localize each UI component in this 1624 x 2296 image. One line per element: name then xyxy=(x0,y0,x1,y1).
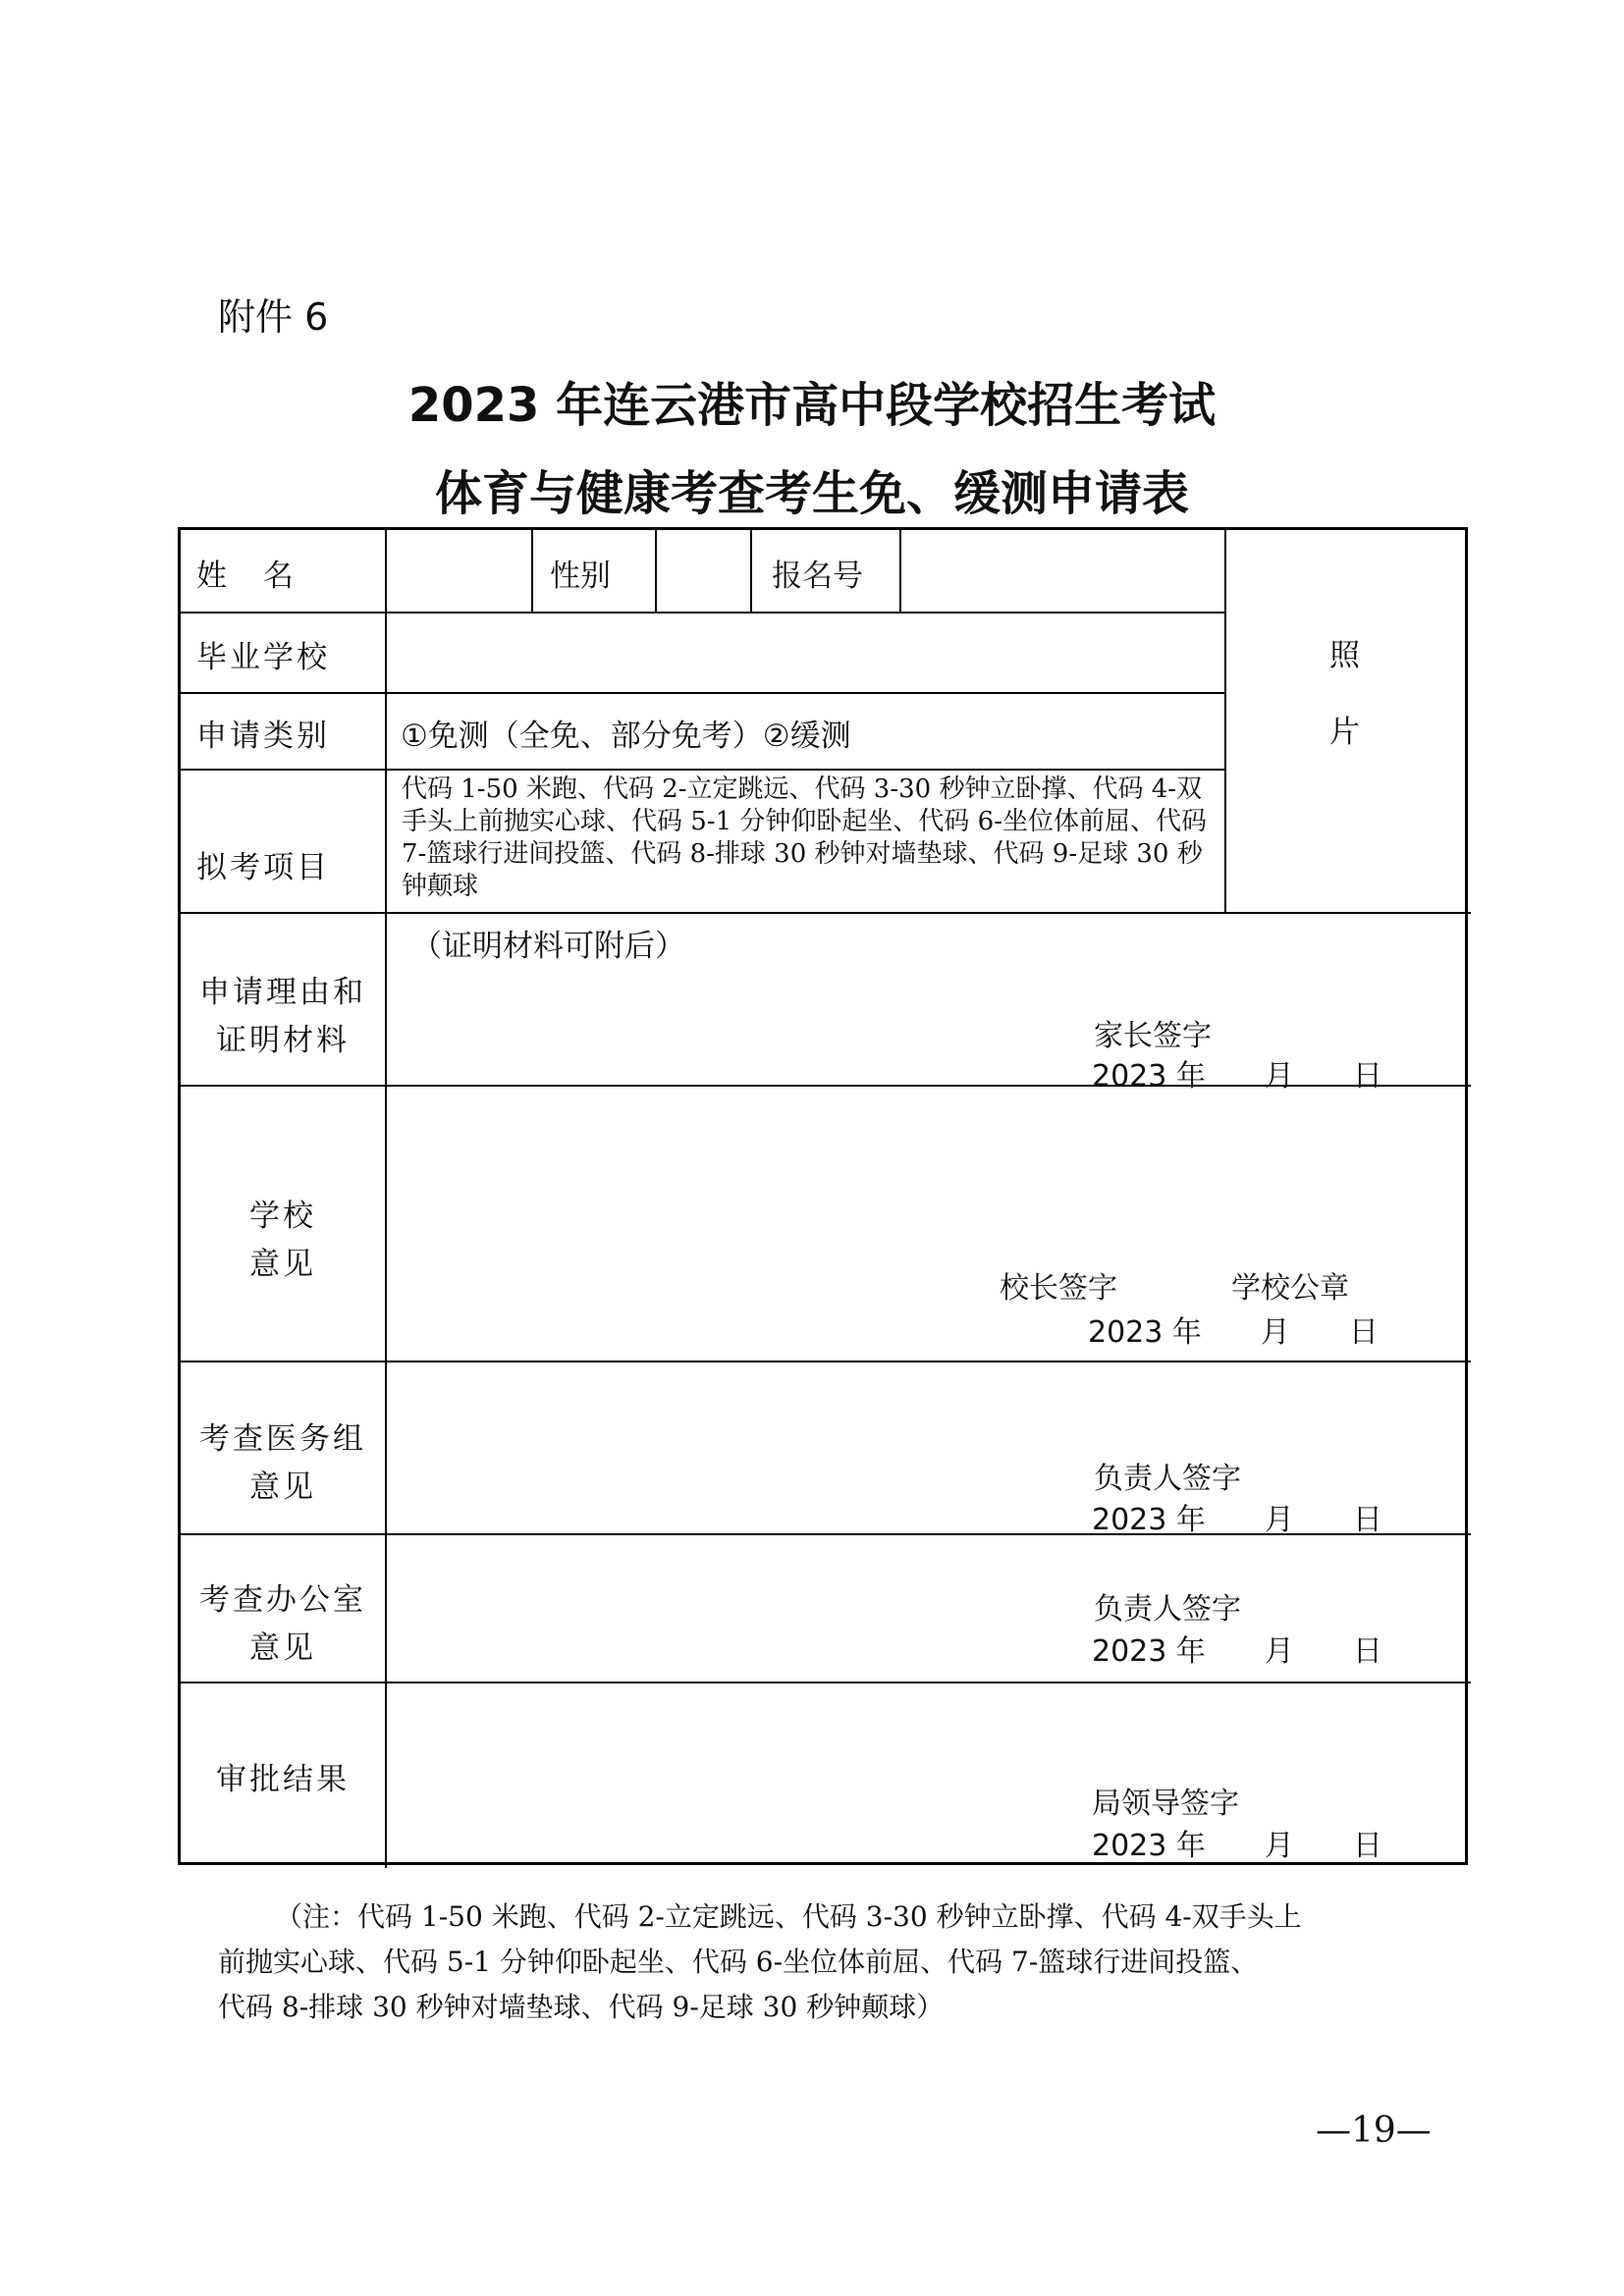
reason-label-line1: 申请理由和 xyxy=(199,975,366,1010)
school-opinion-label-line2: 意见 xyxy=(249,1247,316,1282)
gender-label: 性别 xyxy=(550,559,611,594)
column-divider xyxy=(385,530,387,1868)
row-divider xyxy=(181,1682,1471,1683)
footnote-line: （注：代码 1-50 米跑、代码 2-立定跳远、代码 3-30 秒钟立卧撑、代码 4-双手头上 xyxy=(275,1900,1302,1933)
row-divider xyxy=(181,612,1226,614)
row-divider xyxy=(181,769,1226,771)
approval-date: 2023 年 月 日 xyxy=(1092,1829,1382,1863)
column-divider xyxy=(750,530,752,612)
bureau-leader-signature-label: 局领导签字 xyxy=(1092,1787,1239,1821)
footnote-line: 前抛实心球、代码 5-1 分钟仰卧起坐、代码 6-坐位体前屈、代码 7-篮球行进间投篮、 xyxy=(218,1946,1259,1978)
office-opinion-date: 2023 年 月 日 xyxy=(1092,1634,1382,1669)
footnote xyxy=(218,1895,1435,2030)
photo-placeholder-char: 照 xyxy=(1329,638,1360,673)
document-title-line1: 2023 年连云港市高中段学校招生考试 xyxy=(407,378,1217,433)
medical-opinion-date: 2023 年 月 日 xyxy=(1092,1503,1382,1537)
footnote-line: 代码 8-排球 30 秒钟对墙垫球、代码 9-足球 30 秒钟颠球） xyxy=(218,1991,945,2023)
school-opinion-date: 2023 年 月 日 xyxy=(1088,1315,1379,1350)
principal-signature-label: 校长签字 xyxy=(1000,1271,1117,1306)
medical-signature-label: 负责人签字 xyxy=(1094,1462,1241,1496)
application-category-label: 申请类别 xyxy=(196,719,330,754)
row-divider xyxy=(181,912,1471,914)
planned-items-value: 代码 1-50 米跑、代码 2-立定跳远、代码 3-30 秒钟立卧撑、代码 4-双手头上前抛实心球、代码 5-1 分钟仰卧起坐、代码 6-坐位体前屈、代码 7-篮球行进间投篮、代码 8-排球 30 秒钟对墙垫球、代码 9-足球 30 秒钟颠球 xyxy=(402,774,1207,901)
reason-date: 2023 年 月 日 xyxy=(1092,1059,1382,1094)
approval-result-label: 审批结果 xyxy=(216,1762,350,1797)
page-number: —19— xyxy=(1316,2110,1432,2151)
column-divider xyxy=(531,530,533,612)
reason-label-line2: 证明材料 xyxy=(216,1023,350,1058)
parent-signature-label: 家长签字 xyxy=(1094,1019,1212,1053)
application-category-value: ①免测（全免、部分免考）②缓测 xyxy=(401,719,851,754)
school-seal-label: 学校公章 xyxy=(1231,1271,1349,1306)
planned-items-label: 拟考项目 xyxy=(196,850,330,885)
office-opinion-label-line2: 意见 xyxy=(249,1630,316,1666)
graduation-school-label: 毕业学校 xyxy=(196,640,330,675)
reason-hint: （证明材料可附后） xyxy=(411,929,685,964)
application-form-table xyxy=(178,527,1468,1865)
office-opinion-label-line1: 考查办公室 xyxy=(199,1582,366,1618)
name-label: 姓 名 xyxy=(196,559,297,594)
photo-placeholder-char: 片 xyxy=(1329,715,1360,750)
office-signature-label: 负责人签字 xyxy=(1094,1592,1241,1627)
school-opinion-label-line1: 学校 xyxy=(249,1199,316,1234)
document-title-line2: 体育与健康考查考生免、缓测申请表 xyxy=(434,466,1189,521)
medical-opinion-label-line1: 考查医务组 xyxy=(199,1421,366,1457)
registration-number-label: 报名号 xyxy=(772,559,863,594)
row-divider xyxy=(181,692,1226,694)
column-divider xyxy=(655,530,657,612)
attachment-label: 附件 6 xyxy=(218,295,329,339)
row-divider xyxy=(181,1361,1471,1362)
medical-opinion-label-line2: 意见 xyxy=(249,1469,316,1505)
column-divider xyxy=(899,530,901,612)
